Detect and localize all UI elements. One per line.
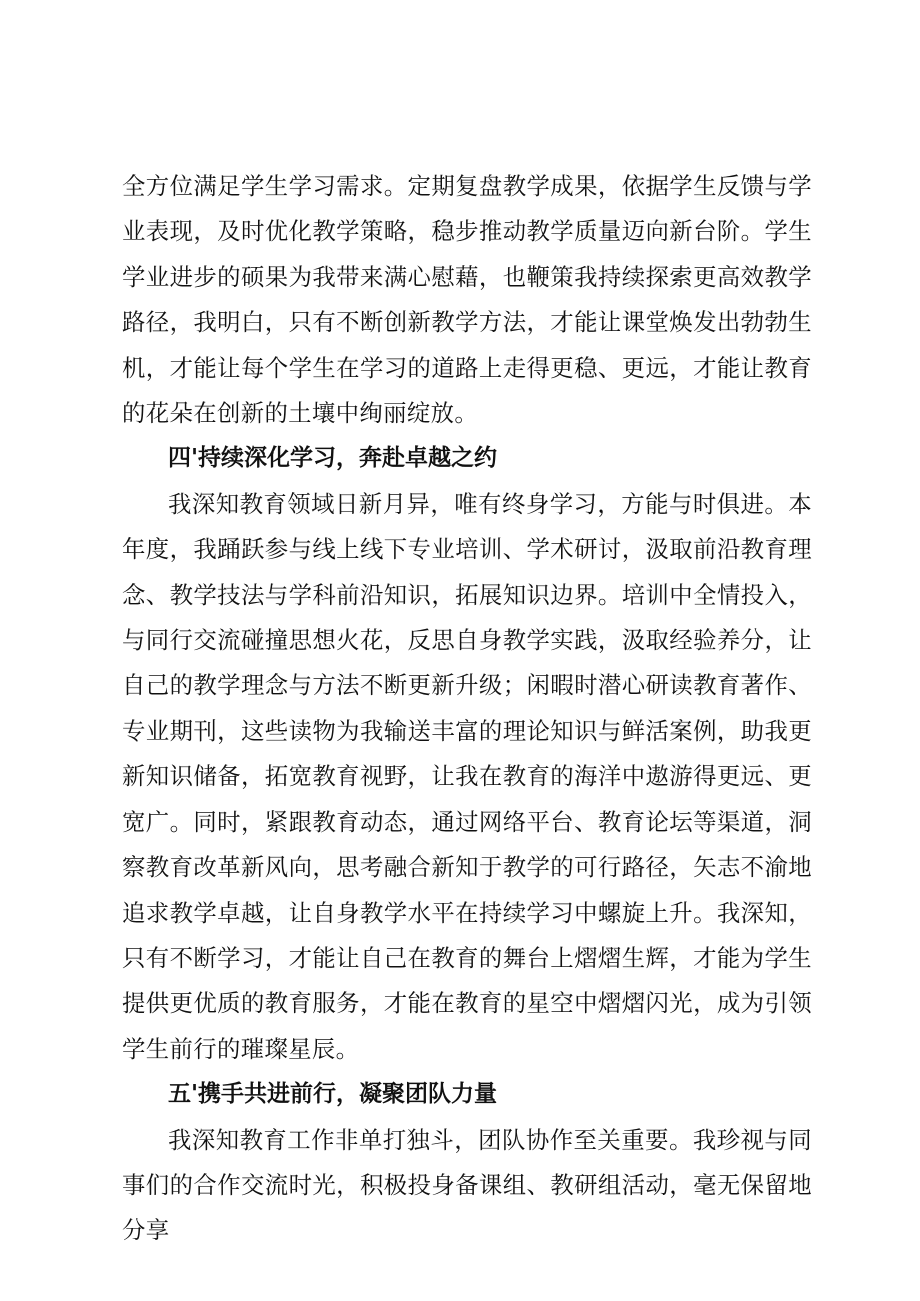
- section-heading-teamwork: 五'携手共进前行，凝聚团队力量: [168, 1081, 498, 1108]
- document-body: [122, 164, 812, 1254]
- paragraph-teamwork: 我深知教育工作非单打独斗，团队协作至关重要。我珍视与同事们的合作交流时光，积极投身备课组、教研组活动，毫无保留地分享: [122, 1125, 812, 1245]
- paragraph-continuous-learning: 我深知教育领域日新月异，唯有终身学习，方能与时俱进。本年度，我踊跃参与线上线下专业培训、学术研讨，汲取前沿教育理念、教学技法与学科前沿知识，拓展知识边界。培训中全情投入，与同行交流碰撞思想火花，反思自身教学实践，汲取经验养分，让自己的教学理念与方法不断更新升级；闲暇时潜心研读教育著作、专业期刊，这些读物为我输送丰富的理论知识与鲜活案例，助我更新知识储备，拓宽教育视野，让我在教育的海洋中遨游得更远、更宽广。同时，紧跟教育动态，通过网络平台、教育论坛等渠道，洞察教育改革新风向，思考融合新知于教学的可行路径，矢志不渝地追求教学卓越，让自身教学水平在持续学习中螺旋上升。我深知，只有不断学习，才能让自己在教育的舞台上熠熠生辉，才能为学生提供更优质的教育服务，才能在教育的星空中熠熠闪光，成为引领学生前行的璀璨星辰。: [122, 489, 812, 1063]
- paragraph-teaching-results: 全方位满足学生学习需求。定期复盘教学成果，依据学生反馈与学业表现，及时优化教学策略，稳步推动教学质量迈向新台阶。学生学业进步的硕果为我带来满心慰藉，也鞭策我持续探索更高效教学路径，我明白，只有不断创新教学方法，才能让课堂焕发出勃勃生机，才能让每个学生在学习的道路上走得更稳、更远，才能让教育的花朵在创新的土壤中绚丽绽放。: [122, 172, 812, 428]
- section-heading-continuous-learning: 四'持续深化学习，奔赴卓越之约: [168, 445, 498, 472]
